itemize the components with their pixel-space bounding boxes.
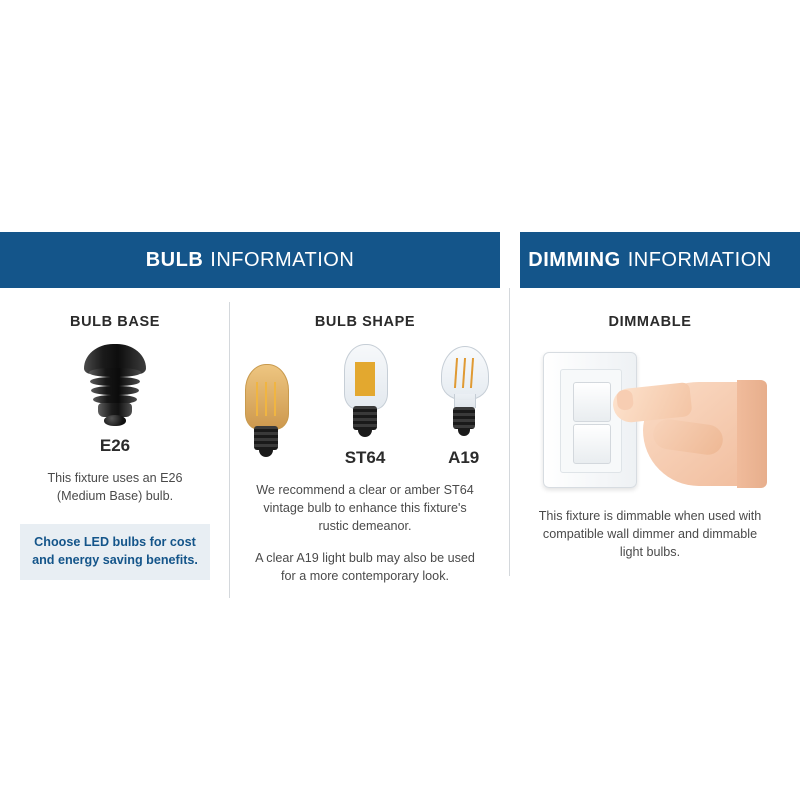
bulb-base-description: This fixture uses an E26 (Medium Base) bulb. [47,471,183,503]
bulb-shape-description-primary: We recommend a clear or amber ST64 vintage bulb to enhance this fixture's rustic demeanor. [256,483,474,533]
panel-header-gap [500,232,520,288]
a19-bulb-icon [435,344,493,440]
bulb-base-art [0,344,230,428]
dimming-information-panel [500,232,800,585]
bulb-base-label: E26 [99,436,131,455]
dimmable-title: DIMMABLE [608,314,692,330]
shape-label-a19: A19 [448,448,480,467]
dimming-information-header [500,232,800,288]
bulb-shape-art-row [230,344,500,468]
bulb-columns [0,288,500,585]
dimmable-column [500,288,800,562]
e26-socket-icon [78,344,152,428]
dimmable-description: This fixture is dimmable when used with compatible wall dimmer and dimmable light bulbs. [538,509,762,559]
dimming-header-light-text: INFORMATION [627,248,772,271]
shape-item-amber [230,364,303,468]
dimmer-rocker-bottom [573,424,611,464]
wall-dimmer-switch-with-hand-icon [535,344,765,494]
st64-clear-bulb-icon [336,344,394,440]
bulb-shape-column [230,288,500,585]
bulb-header-bold-text: BULB [145,248,204,271]
bulb-base-column [0,288,230,585]
shape-item-st64 [329,344,402,468]
shape-label-st64: ST64 [344,448,386,467]
bulb-information-header [0,232,500,288]
pointing-hand-icon [613,358,765,490]
st64-amber-bulb-icon [237,364,295,460]
bulb-shape-title: BULB SHAPE [314,314,416,330]
bulb-base-title: BULB BASE [70,314,160,330]
bulb-header-light-text: INFORMATION [210,248,355,271]
panel-divider [509,246,510,576]
led-tip-box: Choose LED bulbs for cost and energy saving benefits. [20,524,210,580]
panels-container [0,232,800,585]
bulb-information-panel [0,232,500,585]
bulb-shape-description-secondary: A clear A19 light bulb may also be used for a more contemporary look. [255,550,475,583]
shape-item-a19 [427,344,500,468]
dimmer-rocker-top [573,382,611,422]
dimming-header-bold-text: DIMMING [528,248,621,271]
